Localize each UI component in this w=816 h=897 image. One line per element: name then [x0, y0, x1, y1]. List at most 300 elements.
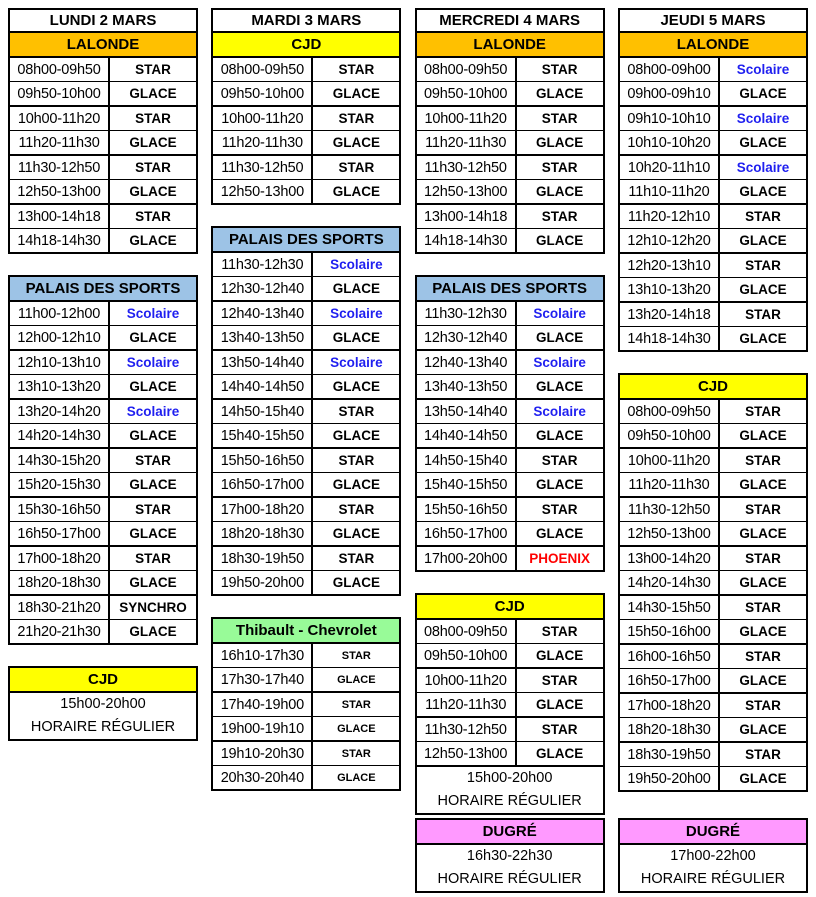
session-row — [10, 205, 196, 229]
activity-label: STAR — [135, 160, 171, 175]
activity-label: GLACE — [332, 281, 380, 296]
activity-label: STAR — [338, 160, 375, 175]
time-range: 09h50-10h00 — [10, 82, 110, 105]
day-column — [211, 8, 401, 893]
time-range: 15h20-15h30 — [10, 473, 110, 496]
session-row — [213, 522, 399, 547]
session-row — [10, 571, 196, 596]
time-range: 08h00-09h50 — [620, 400, 720, 423]
regular-hours — [417, 767, 603, 813]
session-row — [213, 693, 399, 717]
session-row — [417, 522, 603, 547]
time-range: 09h50-10h00 — [417, 82, 517, 105]
time-range: 14h20-14h30 — [10, 424, 110, 447]
activity-label: GLACE — [129, 526, 177, 541]
activity-label: GLACE — [129, 624, 177, 639]
time-range: 11h10-11h20 — [620, 180, 720, 203]
session-row — [417, 131, 603, 156]
activity-label: STAR — [338, 404, 375, 419]
venue-section-header: CJD — [213, 33, 399, 58]
activity-label: STAR — [135, 62, 171, 77]
time-range: 15h50-16h50 — [213, 449, 313, 472]
session-row — [10, 620, 196, 643]
activity-label: GLACE — [739, 624, 787, 639]
time-range: 13h00-14h18 — [417, 205, 517, 228]
venue-section — [618, 31, 808, 352]
venue-section-header: LALONDE — [10, 33, 196, 58]
activity-label: STAR — [341, 747, 371, 760]
session-row — [620, 718, 806, 743]
session-row — [417, 400, 603, 424]
time-range: 15h30-16h50 — [10, 498, 110, 521]
activity-label: STAR — [541, 673, 578, 688]
time-range: 13h40-13h50 — [213, 326, 313, 349]
session-row — [10, 302, 196, 326]
activity-label: GLACE — [739, 673, 787, 688]
activity-label: STAR — [135, 209, 171, 224]
activity-label: GLACE — [129, 184, 177, 199]
session-row — [417, 82, 603, 107]
activity-label: STAR — [745, 747, 781, 762]
session-row — [620, 767, 806, 790]
activity-label: STAR — [541, 502, 578, 517]
venue-section — [8, 31, 198, 254]
venue-section-header: DUGRÉ — [417, 820, 603, 845]
session-row — [213, 742, 399, 766]
session-row — [620, 107, 806, 131]
time-range: 09h50-10h00 — [620, 424, 720, 447]
venue-section — [211, 31, 401, 205]
activity-label: Scolaire — [533, 355, 586, 370]
time-range: 14h18-14h30 — [417, 229, 517, 252]
session-row — [213, 449, 399, 473]
time-range: 11h30-12h30 — [417, 302, 517, 325]
session-row — [620, 596, 806, 620]
time-range: 10h00-11h20 — [417, 107, 517, 130]
day-column — [415, 8, 605, 893]
session-row — [620, 743, 806, 767]
time-range: 13h10-13h20 — [10, 375, 110, 398]
time-range: 17h00-18h20 — [620, 694, 720, 717]
session-row — [10, 424, 196, 449]
time-range: 11h20-11h30 — [213, 131, 313, 154]
activity-label: STAR — [745, 551, 781, 566]
time-range: 18h20-18h30 — [10, 571, 110, 594]
time-range: 10h00-11h20 — [213, 107, 313, 130]
time-range: 10h00-11h20 — [10, 107, 110, 130]
time-range: 11h20-11h30 — [417, 131, 517, 154]
activity-label: GLACE — [332, 575, 380, 590]
activity-label: GLACE — [536, 648, 584, 663]
activity-label: STAR — [541, 111, 578, 126]
activity-label: GLACE — [332, 135, 380, 150]
venue-section-header: PALAIS DES SPORTS — [213, 228, 399, 253]
day-header: JEUDI 5 MARS — [618, 8, 808, 33]
activity-label: GLACE — [129, 477, 177, 492]
time-range: 17h00-20h00 — [417, 547, 517, 570]
session-row — [213, 82, 399, 107]
time-range: 11h30-12h50 — [417, 718, 517, 741]
time-range: 12h50-13h00 — [620, 522, 720, 545]
regular-hours-label: HORAIRE RÉGULIER — [30, 719, 176, 735]
session-row — [417, 58, 603, 82]
activity-label: GLACE — [739, 86, 787, 101]
venue-section-header: CJD — [620, 375, 806, 400]
activity-label: STAR — [135, 502, 171, 517]
venue-section — [211, 617, 401, 791]
activity-label: GLACE — [129, 233, 177, 248]
session-row — [417, 473, 603, 498]
session-row — [213, 253, 399, 277]
venue-section — [415, 31, 605, 254]
time-range: 12h50-13h00 — [417, 742, 517, 765]
session-row — [10, 351, 196, 375]
session-row — [10, 498, 196, 522]
activity-label: STAR — [341, 649, 371, 662]
activity-label: STAR — [745, 600, 781, 615]
session-row — [417, 351, 603, 375]
regular-hours-label: HORAIRE RÉGULIER — [437, 793, 582, 809]
activity-label: STAR — [541, 160, 578, 175]
time-range: 17h00-18h20 — [213, 498, 313, 521]
time-range: 11h30-12h30 — [213, 253, 313, 276]
time-range: 18h30-19h50 — [620, 743, 720, 766]
activity-label: GLACE — [332, 379, 380, 394]
activity-label: GLACE — [739, 526, 787, 541]
session-row — [213, 498, 399, 522]
activity-label: GLACE — [129, 330, 177, 345]
activity-label: Scolaire — [126, 404, 180, 419]
time-range: 15h40-15h50 — [213, 424, 313, 447]
activity-label: STAR — [135, 453, 171, 468]
time-range: 16h50-17h00 — [213, 473, 313, 496]
time-range: 15h40-15h50 — [417, 473, 517, 496]
session-row — [417, 302, 603, 326]
time-range: 12h50-13h00 — [10, 180, 110, 203]
session-row — [620, 694, 806, 718]
time-range: 08h00-09h50 — [417, 620, 517, 643]
session-row — [620, 620, 806, 645]
time-range: 11h20-11h30 — [417, 693, 517, 716]
time-range: 13h10-13h20 — [620, 278, 720, 301]
activity-label: GLACE — [332, 526, 380, 541]
session-row — [620, 82, 806, 107]
activity-label: STAR — [541, 62, 578, 77]
session-row — [213, 571, 399, 594]
session-row — [213, 58, 399, 82]
activity-label: GLACE — [536, 746, 584, 761]
session-row — [213, 326, 399, 351]
time-range: 13h00-14h18 — [10, 205, 110, 228]
activity-label: GLACE — [536, 379, 584, 394]
session-row — [213, 107, 399, 131]
session-row — [417, 326, 603, 351]
time-range: 18h30-21h20 — [10, 596, 110, 619]
activity-label: GLACE — [536, 135, 584, 150]
time-range: 09h50-10h00 — [213, 82, 313, 105]
activity-label: STAR — [745, 404, 781, 419]
session-row — [417, 449, 603, 473]
session-row — [10, 107, 196, 131]
activity-label: GLACE — [332, 477, 380, 492]
session-row — [620, 278, 806, 303]
session-row — [620, 229, 806, 254]
activity-label: Scolaire — [126, 306, 180, 321]
session-row — [417, 205, 603, 229]
session-row — [10, 522, 196, 547]
time-range: 11h30-12h50 — [213, 156, 313, 179]
activity-label: GLACE — [332, 428, 380, 443]
regular-hours-time: 17h00-22h00 — [670, 848, 756, 864]
activity-label: GLACE — [739, 722, 787, 737]
session-row — [417, 180, 603, 205]
session-row — [417, 375, 603, 400]
session-row — [417, 547, 603, 570]
activity-label: GLACE — [536, 184, 584, 199]
activity-label: STAR — [541, 209, 578, 224]
session-row — [10, 180, 196, 205]
activity-label: GLACE — [739, 331, 787, 346]
session-row — [417, 498, 603, 522]
activity-label: GLACE — [739, 282, 787, 297]
time-range: 11h20-12h10 — [620, 205, 720, 228]
session-row — [417, 693, 603, 718]
day-column — [8, 8, 198, 893]
session-row — [620, 522, 806, 547]
time-range: 16h10-17h30 — [213, 644, 313, 667]
activity-label: GLACE — [739, 135, 787, 150]
session-row — [417, 229, 603, 252]
time-range: 13h00-14h20 — [620, 547, 720, 570]
time-range: 13h20-14h18 — [620, 303, 720, 326]
time-range: 17h30-17h40 — [213, 668, 313, 691]
time-range: 08h00-09h50 — [10, 58, 110, 81]
activity-label: STAR — [541, 453, 578, 468]
time-range: 19h00-19h10 — [213, 717, 313, 740]
activity-label: GLACE — [332, 86, 380, 101]
activity-label: STAR — [338, 111, 375, 126]
activity-label: STAR — [745, 698, 781, 713]
activity-label: PHOENIX — [529, 551, 591, 566]
activity-label: GLACE — [739, 771, 787, 786]
venue-section-header: PALAIS DES SPORTS — [417, 277, 603, 302]
activity-label: Scolaire — [330, 355, 383, 370]
activity-label: STAR — [745, 649, 781, 664]
activity-label: STAR — [745, 209, 781, 224]
session-row — [417, 669, 603, 693]
session-row — [213, 424, 399, 449]
time-range: 10h20-11h10 — [620, 156, 720, 179]
activity-label: STAR — [338, 551, 375, 566]
session-row — [620, 254, 806, 278]
session-row — [620, 424, 806, 449]
time-range: 16h00-16h50 — [620, 645, 720, 668]
activity-label: Scolaire — [533, 404, 586, 419]
activity-label: Scolaire — [736, 62, 790, 77]
activity-label: Scolaire — [330, 257, 383, 272]
time-range: 13h50-14h40 — [213, 351, 313, 374]
time-range: 12h50-13h00 — [213, 180, 313, 203]
regular-hours — [620, 845, 806, 891]
session-row — [417, 156, 603, 180]
session-row — [10, 82, 196, 107]
time-range: 09h00-09h10 — [620, 82, 720, 105]
venue-section — [415, 275, 605, 572]
regular-hours-label: HORAIRE RÉGULIER — [640, 871, 786, 887]
session-row — [620, 498, 806, 522]
regular-hours — [417, 845, 603, 891]
regular-hours-label: HORAIRE RÉGULIER — [437, 871, 582, 887]
session-row — [10, 326, 196, 351]
activity-label: SYNCHRO — [119, 600, 187, 615]
activity-label: GLACE — [739, 575, 787, 590]
time-range: 10h10-10h20 — [620, 131, 720, 154]
session-row — [417, 107, 603, 131]
activity-label: GLACE — [129, 428, 177, 443]
venue-section-header: DUGRÉ — [620, 820, 806, 845]
activity-label: GLACE — [739, 428, 787, 443]
activity-label: GLACE — [536, 697, 584, 712]
activity-label: STAR — [135, 111, 171, 126]
time-range: 18h20-18h30 — [620, 718, 720, 741]
time-range: 16h50-17h00 — [620, 669, 720, 692]
activity-label: GLACE — [739, 233, 787, 248]
venue-section — [415, 593, 605, 815]
venue-section — [618, 373, 808, 792]
time-range: 12h50-13h00 — [417, 180, 517, 203]
activity-label: STAR — [541, 722, 578, 737]
session-row — [213, 547, 399, 571]
venue-section-header: LALONDE — [620, 33, 806, 58]
session-row — [10, 449, 196, 473]
venue-section — [415, 818, 605, 893]
time-range: 17h40-19h00 — [213, 693, 313, 716]
session-row — [213, 302, 399, 326]
venue-section-header: Thibault - Chevrolet — [213, 619, 399, 644]
session-row — [620, 327, 806, 350]
activity-label: STAR — [745, 502, 781, 517]
time-range: 09h10-10h10 — [620, 107, 720, 130]
activity-label: STAR — [745, 453, 781, 468]
activity-label: GLACE — [129, 135, 177, 150]
activity-label: GLACE — [129, 575, 177, 590]
regular-hours — [10, 693, 196, 739]
time-range: 12h20-13h10 — [620, 254, 720, 277]
time-range: 14h18-14h30 — [10, 229, 110, 252]
activity-label: GLACE — [739, 184, 787, 199]
session-row — [213, 766, 399, 789]
session-row — [213, 131, 399, 156]
session-row — [620, 205, 806, 229]
time-range: 11h30-12h50 — [10, 156, 110, 179]
session-row — [620, 400, 806, 424]
session-row — [10, 400, 196, 424]
time-range: 17h00-18h20 — [10, 547, 110, 570]
session-row — [620, 156, 806, 180]
time-range: 14h50-15h40 — [213, 400, 313, 423]
venue-section — [618, 818, 808, 893]
session-row — [10, 229, 196, 252]
activity-label: STAR — [135, 551, 171, 566]
time-range: 11h30-12h50 — [620, 498, 720, 521]
activity-label: GLACE — [536, 477, 584, 492]
time-range: 12h30-12h40 — [213, 277, 313, 300]
session-row — [417, 620, 603, 644]
time-range: 20h30-20h40 — [213, 766, 313, 789]
time-range: 13h50-14h40 — [417, 400, 517, 423]
time-range: 09h50-10h00 — [417, 644, 517, 667]
activity-label: STAR — [341, 698, 371, 711]
activity-label: STAR — [338, 502, 375, 517]
activity-label: STAR — [338, 62, 375, 77]
time-range: 13h40-13h50 — [417, 375, 517, 398]
time-range: 12h10-12h20 — [620, 229, 720, 252]
regular-hours-time: 15h00-20h00 — [60, 696, 146, 712]
activity-label: STAR — [541, 624, 578, 639]
time-range: 11h20-11h30 — [620, 473, 720, 496]
time-range: 12h40-13h40 — [213, 302, 313, 325]
session-row — [620, 473, 806, 498]
activity-label: GLACE — [536, 330, 584, 345]
venue-section — [211, 226, 401, 596]
time-range: 14h18-14h30 — [620, 327, 720, 350]
activity-label: Scolaire — [533, 306, 586, 321]
session-row — [620, 303, 806, 327]
activity-label: GLACE — [739, 477, 787, 492]
venue-section-header: CJD — [10, 668, 196, 693]
venue-section — [8, 666, 198, 741]
time-range: 14h50-15h40 — [417, 449, 517, 472]
activity-label: GLACE — [536, 233, 584, 248]
activity-label: GLACE — [536, 86, 584, 101]
session-row — [213, 473, 399, 498]
session-row — [10, 58, 196, 82]
time-range: 18h20-18h30 — [213, 522, 313, 545]
session-row — [620, 180, 806, 205]
session-row — [10, 131, 196, 156]
time-range: 08h00-09h00 — [620, 58, 720, 81]
venue-section-header: LALONDE — [417, 33, 603, 58]
session-row — [620, 449, 806, 473]
time-range: 08h00-09h50 — [213, 58, 313, 81]
time-range: 11h00-12h00 — [10, 302, 110, 325]
time-range: 19h50-20h00 — [620, 767, 720, 790]
time-range: 10h00-11h20 — [417, 669, 517, 692]
day-header: MARDI 3 MARS — [211, 8, 401, 33]
activity-label: Scolaire — [126, 355, 180, 370]
activity-label: GLACE — [337, 771, 376, 784]
time-range: 13h20-14h20 — [10, 400, 110, 423]
session-row — [620, 645, 806, 669]
session-row — [10, 547, 196, 571]
session-row — [10, 596, 196, 620]
session-row — [620, 571, 806, 596]
session-row — [620, 58, 806, 82]
session-row — [213, 277, 399, 302]
time-range: 14h30-15h50 — [620, 596, 720, 619]
activity-label: GLACE — [536, 428, 584, 443]
time-range: 12h00-12h10 — [10, 326, 110, 349]
session-row — [213, 400, 399, 424]
activity-label: GLACE — [337, 673, 376, 686]
activity-label: Scolaire — [330, 306, 383, 321]
time-range: 18h30-19h50 — [213, 547, 313, 570]
time-range: 11h20-11h30 — [10, 131, 110, 154]
venue-section-header: PALAIS DES SPORTS — [10, 277, 196, 302]
time-range: 14h40-14h50 — [417, 424, 517, 447]
time-range: 12h30-12h40 — [417, 326, 517, 349]
session-row — [213, 717, 399, 742]
